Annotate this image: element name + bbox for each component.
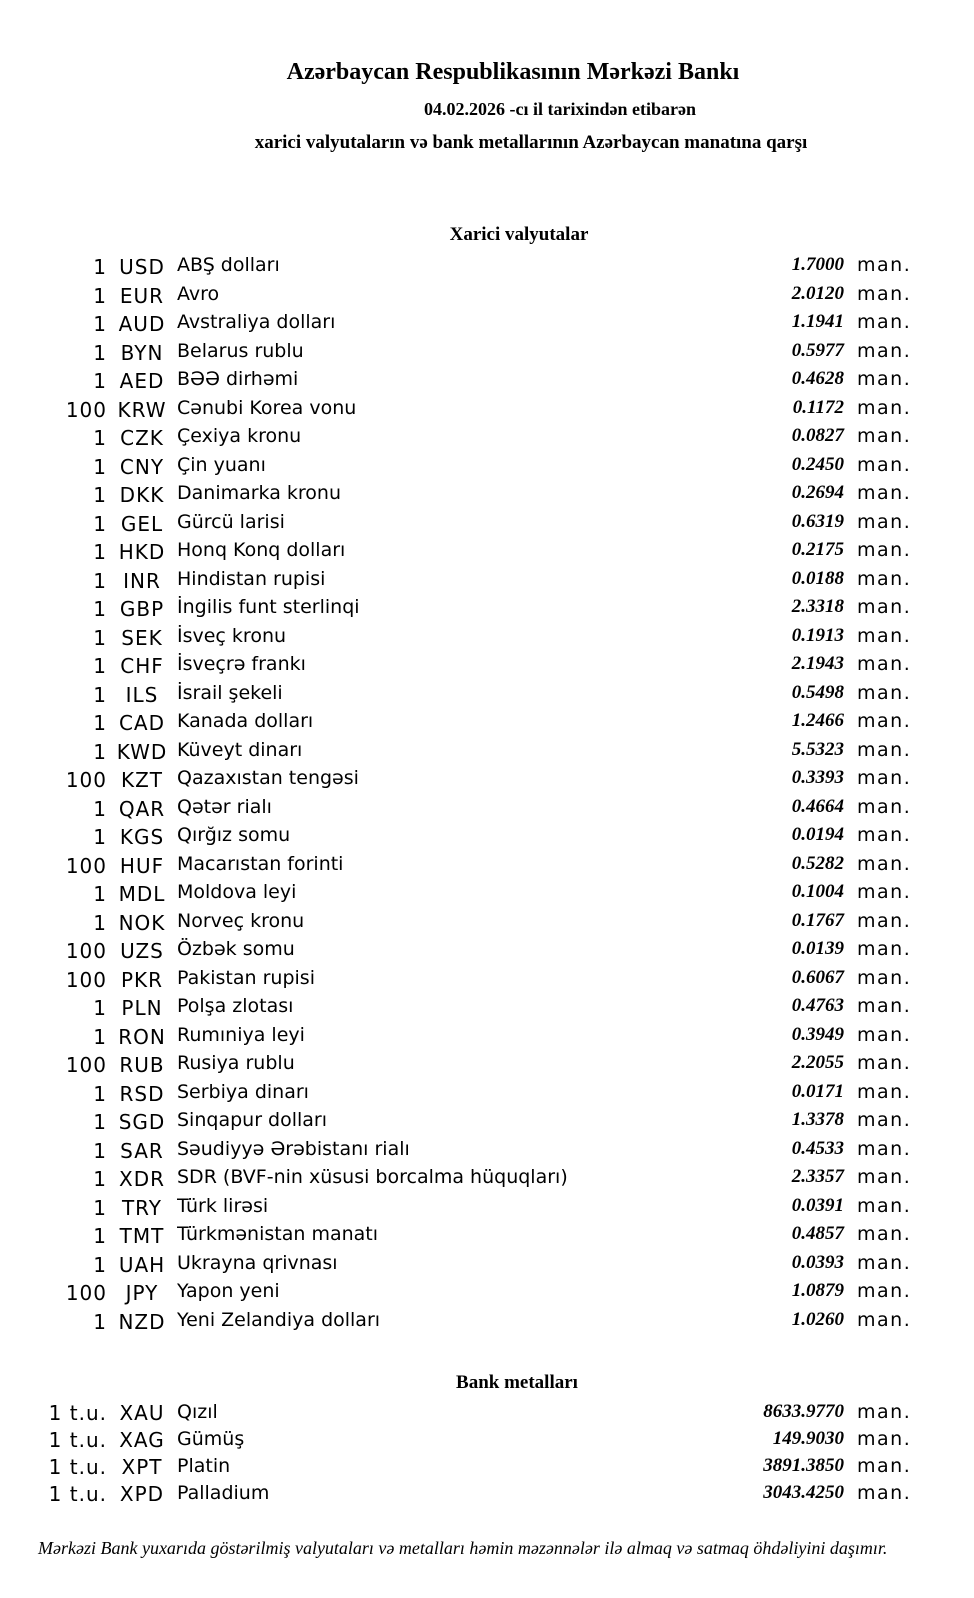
table-row <box>0 1426 974 1453</box>
table-row <box>0 766 974 795</box>
rate-unit-cell: man. <box>857 767 912 790</box>
rate-unit-cell: man. <box>857 795 912 818</box>
rate-unit-cell: man. <box>857 824 912 847</box>
metal-name-cell: Qızıl <box>177 1400 218 1423</box>
table-row <box>0 709 974 738</box>
rate-value-cell: 0.4763 <box>791 995 844 1017</box>
currency-code-cell: AUD <box>118 312 166 337</box>
currency-name-cell: Özbək somu <box>177 938 295 961</box>
currency-code-cell: TRY <box>121 1195 163 1220</box>
table-row <box>0 424 974 453</box>
quantity-cell: 100 <box>65 939 107 964</box>
currency-name-cell: Avro <box>177 282 220 305</box>
currency-name-cell: BƏƏ dirhəmi <box>177 368 299 391</box>
table-row <box>0 795 974 824</box>
quantity-cell: 100 <box>65 1281 107 1306</box>
currency-code-cell: MDL <box>118 882 166 907</box>
currency-name-cell: Qırğız somu <box>177 824 291 847</box>
currency-name-cell: Qazaxıstan tengəsi <box>177 767 359 790</box>
currency-code-cell: PLN <box>121 996 163 1021</box>
currency-code-cell: HUF <box>119 853 165 878</box>
table-row <box>0 481 974 510</box>
rate-value-cell: 1.1941 <box>791 311 844 333</box>
rate-value-cell: 2.3318 <box>791 596 844 618</box>
rate-value-cell: 2.3357 <box>791 1166 844 1188</box>
rate-unit-cell: man. <box>857 1427 912 1450</box>
table-row <box>0 624 974 653</box>
currency-code-cell: KWD <box>116 739 168 764</box>
currency-name-cell: Gürcü larisi <box>177 510 285 533</box>
currency-name-cell: Yeni Zelandiya dolları <box>177 1308 381 1331</box>
quantity-cell: 1 <box>93 654 107 679</box>
table-row <box>0 966 974 995</box>
currency-code-cell: SAR <box>120 1138 164 1163</box>
currency-name-cell: Qətər rialı <box>177 795 272 818</box>
rate-unit-cell: man. <box>857 938 912 961</box>
currency-code-cell: HKD <box>118 540 166 565</box>
rate-unit-cell: man. <box>857 282 912 305</box>
quantity-cell: 1 <box>93 1224 107 1249</box>
quantity-cell: 1 <box>93 825 107 850</box>
table-row <box>0 1222 974 1251</box>
subject-line: xarici valyutaların və bank metallarının Azərbaycan manatına qarşı <box>254 132 808 153</box>
quantity-cell: 1 <box>93 369 107 394</box>
table-row <box>0 595 974 624</box>
currency-name-cell: Belarus rublu <box>177 339 304 362</box>
metal-name-cell: Platin <box>177 1454 231 1477</box>
quantity-cell: 1 <box>93 1167 107 1192</box>
rate-value-cell: 0.0188 <box>791 567 844 589</box>
quantity-cell: 100 <box>65 397 107 422</box>
table-row <box>0 823 974 852</box>
rate-value-cell: 1.2466 <box>791 710 844 732</box>
rate-unit-cell: man. <box>857 1481 912 1504</box>
currency-name-cell: Ukrayna qrivnası <box>177 1251 338 1274</box>
currency-code-cell: NZD <box>118 1309 166 1334</box>
currency-name-cell: SDR (BVF-nin xüsusi borcalma hüquqları) <box>177 1166 568 1189</box>
table-row <box>0 310 974 339</box>
currency-name-cell: Kanada dolları <box>177 710 314 733</box>
currency-code-cell: XDR <box>119 1167 165 1192</box>
table-row <box>0 339 974 368</box>
rate-unit-cell: man. <box>857 1280 912 1303</box>
metal-name-cell: Palladium <box>177 1481 270 1504</box>
rate-value-cell: 0.5977 <box>791 339 844 361</box>
rate-value-cell: 0.3949 <box>791 1023 844 1045</box>
quantity-cell: 1 t.u. <box>48 1454 107 1479</box>
rate-value-cell: 0.6067 <box>791 966 844 988</box>
currency-name-cell: Çexiya kronu <box>177 425 302 448</box>
currency-code-cell: JPY <box>125 1281 159 1306</box>
rate-value-cell: 0.0139 <box>791 938 844 960</box>
currency-code-cell: UAH <box>118 1252 166 1277</box>
rate-unit-cell: man. <box>857 966 912 989</box>
quantity-cell: 1 <box>93 1110 107 1135</box>
rate-value-cell: 0.6319 <box>791 510 844 532</box>
rate-unit-cell: man. <box>857 995 912 1018</box>
currency-code-cell: CHF <box>120 654 164 679</box>
currency-code-cell: ILS <box>125 682 159 707</box>
quantity-cell: 1 <box>93 711 107 736</box>
currency-name-cell: Yapon yeni <box>177 1280 280 1303</box>
currency-code-cell: CZK <box>120 426 164 451</box>
effective-date-line: 04.02.2026 -cı il tarixindən etibarən <box>424 99 696 119</box>
quantity-cell: 1 <box>93 540 107 565</box>
currency-name-cell: Danimarka kronu <box>177 482 342 505</box>
quantity-cell: 1 <box>93 1252 107 1277</box>
metal-name-cell: Gümüş <box>177 1427 245 1450</box>
currency-name-cell: Sinqapur dolları <box>177 1109 328 1132</box>
currency-name-cell: Moldova leyi <box>177 881 297 904</box>
rate-value-cell: 0.0827 <box>791 425 844 447</box>
rate-unit-cell: man. <box>857 738 912 761</box>
currency-name-cell: Serbiya dinarı <box>177 1080 309 1103</box>
table-row <box>0 1051 974 1080</box>
rate-unit-cell: man. <box>857 425 912 448</box>
disclaimer-text: Mərkəzi Bank yuxarıda göstərilmiş valyutaları və metalları həmin məzənnələr ilə almaq və satmaq öhdəliyini daşımır. <box>38 1538 888 1558</box>
table-row <box>0 367 974 396</box>
quantity-cell: 1 <box>93 568 107 593</box>
currency-code-cell: SEK <box>121 625 163 650</box>
rate-value-cell: 0.1767 <box>791 909 844 931</box>
rate-unit-cell: man. <box>857 1166 912 1189</box>
quantity-cell: 1 <box>93 1138 107 1163</box>
currency-code-cell: BYN <box>120 340 164 365</box>
quantity-cell: 1 <box>93 739 107 764</box>
currency-code-cell: NOK <box>118 910 166 935</box>
rate-value-cell: 149.9030 <box>772 1427 844 1449</box>
currency-code-cell: SGD <box>118 1110 166 1135</box>
rate-unit-cell: man. <box>857 710 912 733</box>
rate-value-cell: 0.5498 <box>791 681 844 703</box>
rate-unit-cell: man. <box>857 909 912 932</box>
rate-value-cell: 2.0120 <box>791 282 844 304</box>
rate-unit-cell: man. <box>857 1109 912 1132</box>
table-row <box>0 852 974 881</box>
rate-value-cell: 0.0391 <box>791 1194 844 1216</box>
rate-unit-cell: man. <box>857 311 912 334</box>
currency-name-cell: İsveç kronu <box>177 624 287 647</box>
rate-value-cell: 0.1913 <box>791 624 844 646</box>
table-row <box>0 1279 974 1308</box>
rate-unit-cell: man. <box>857 368 912 391</box>
rate-value-cell: 0.2175 <box>791 539 844 561</box>
rate-unit-cell: man. <box>857 539 912 562</box>
rate-unit-cell: man. <box>857 1251 912 1274</box>
rate-value-cell: 0.2694 <box>791 482 844 504</box>
quantity-cell: 1 <box>93 996 107 1021</box>
table-row <box>0 937 974 966</box>
currency-code-cell: KZT <box>120 768 164 793</box>
currency-name-cell: Rusiya rublu <box>177 1052 295 1075</box>
metal-code-cell: XPD <box>119 1481 165 1506</box>
currency-name-cell: Avstraliya dolları <box>177 311 336 334</box>
quantity-cell: 1 <box>93 454 107 479</box>
rate-unit-cell: man. <box>857 624 912 647</box>
quantity-cell: 1 <box>93 796 107 821</box>
table-row <box>0 510 974 539</box>
rate-unit-cell: man. <box>857 1454 912 1477</box>
rate-value-cell: 3891.3850 <box>763 1454 844 1476</box>
table-row <box>0 1165 974 1194</box>
rate-value-cell: 3043.4250 <box>763 1481 844 1503</box>
table-row <box>0 1308 974 1337</box>
table-row <box>0 1137 974 1166</box>
rate-value-cell: 5.5323 <box>791 738 844 760</box>
currency-name-cell: İngilis funt sterlinqi <box>177 596 360 619</box>
quantity-cell: 100 <box>65 768 107 793</box>
currency-name-cell: Səudiyyə Ərəbistanı rialı <box>177 1137 410 1160</box>
rate-value-cell: 0.4664 <box>791 795 844 817</box>
rate-unit-cell: man. <box>857 1223 912 1246</box>
currency-code-cell: TMT <box>119 1224 165 1249</box>
rate-value-cell: 8633.9770 <box>763 1400 844 1422</box>
currency-code-cell: DKK <box>119 483 165 508</box>
currencies-table <box>0 253 974 1336</box>
currency-name-cell: Cənubi Korea vonu <box>177 396 357 419</box>
table-row <box>0 253 974 282</box>
table-row <box>0 453 974 482</box>
table-row <box>0 652 974 681</box>
quantity-cell: 1 <box>93 1195 107 1220</box>
rate-unit-cell: man. <box>857 1137 912 1160</box>
currency-name-cell: İsrail şekeli <box>177 681 283 704</box>
metals-section-title: Bank metalları <box>456 1372 578 1393</box>
table-row <box>0 1023 974 1052</box>
rate-value-cell: 0.2450 <box>791 453 844 475</box>
rate-value-cell: 0.4533 <box>791 1137 844 1159</box>
metal-code-cell: XAU <box>119 1400 165 1425</box>
quantity-cell: 1 <box>93 283 107 308</box>
table-row <box>0 567 974 596</box>
table-row <box>0 909 974 938</box>
rate-unit-cell: man. <box>857 681 912 704</box>
rate-unit-cell: man. <box>857 396 912 419</box>
currency-code-cell: GBP <box>119 597 165 622</box>
rate-value-cell: 0.0171 <box>791 1080 844 1102</box>
rate-unit-cell: man. <box>857 881 912 904</box>
rate-value-cell: 0.1004 <box>791 881 844 903</box>
rate-unit-cell: man. <box>857 1194 912 1217</box>
table-row <box>0 738 974 767</box>
table-row <box>0 282 974 311</box>
rate-value-cell: 0.0194 <box>791 824 844 846</box>
rate-value-cell: 2.1943 <box>791 653 844 675</box>
quantity-cell: 1 t.u. <box>48 1481 107 1506</box>
quantity-cell: 1 <box>93 882 107 907</box>
currencies-section-title: Xarici valyutalar <box>449 224 589 245</box>
currency-code-cell: INR <box>123 568 161 593</box>
currency-code-cell: CAD <box>118 711 166 736</box>
rate-unit-cell: man. <box>857 339 912 362</box>
quantity-cell: 1 <box>93 340 107 365</box>
bank-title: Azərbaycan Respublikasının Mərkəzi Bankı <box>286 59 740 85</box>
currency-code-cell: EUR <box>119 283 165 308</box>
currency-name-cell: Pakistan rupisi <box>177 966 315 989</box>
rate-value-cell: 1.0260 <box>791 1308 844 1330</box>
rate-value-cell: 1.3378 <box>791 1109 844 1131</box>
currency-name-cell: İsveçrə frankı <box>177 653 306 676</box>
currency-name-cell: Polşa zlotası <box>177 995 294 1018</box>
currency-name-cell: Hindistan rupisi <box>177 567 326 590</box>
currency-name-cell: Rumıniya leyi <box>177 1023 305 1046</box>
table-row <box>0 1399 974 1426</box>
quantity-cell: 100 <box>65 967 107 992</box>
table-row <box>0 1480 974 1507</box>
currency-code-cell: AED <box>119 369 165 394</box>
rate-value-cell: 0.3393 <box>791 767 844 789</box>
rate-unit-cell: man. <box>857 1080 912 1103</box>
table-row <box>0 1080 974 1109</box>
currency-name-cell: ABŞ dolları <box>177 254 280 277</box>
quantity-cell: 100 <box>65 1053 107 1078</box>
currency-code-cell: RSD <box>119 1081 165 1106</box>
quantity-cell: 1 <box>93 312 107 337</box>
quantity-cell: 1 <box>93 1081 107 1106</box>
table-row <box>0 538 974 567</box>
currency-code-cell: UZS <box>120 939 164 964</box>
rate-value-cell: 1.0879 <box>791 1280 844 1302</box>
currency-code-cell: USD <box>119 255 165 280</box>
quantity-cell: 1 <box>93 426 107 451</box>
table-row <box>0 1251 974 1280</box>
quantity-cell: 1 <box>93 1309 107 1334</box>
rate-unit-cell: man. <box>857 1308 912 1331</box>
currency-code-cell: QAR <box>118 796 166 821</box>
rate-unit-cell: man. <box>857 567 912 590</box>
quantity-cell: 1 t.u. <box>48 1400 107 1425</box>
currency-name-cell: Türk lirəsi <box>177 1194 269 1217</box>
currency-name-cell: Macarıstan forinti <box>177 852 344 875</box>
table-row <box>0 681 974 710</box>
rate-unit-cell: man. <box>857 482 912 505</box>
table-row <box>0 1194 974 1223</box>
quantity-cell: 1 <box>93 910 107 935</box>
rate-unit-cell: man. <box>857 1400 912 1423</box>
rate-value-cell: 2.2055 <box>791 1052 844 1074</box>
table-row <box>0 396 974 425</box>
currency-name-cell: Norveç kronu <box>177 909 305 932</box>
quantity-cell: 1 <box>93 255 107 280</box>
rate-unit-cell: man. <box>857 1052 912 1075</box>
currency-code-cell: CNY <box>119 454 165 479</box>
table-row <box>0 1108 974 1137</box>
quantity-cell: 1 <box>93 483 107 508</box>
quantity-cell: 1 <box>93 1024 107 1049</box>
table-row <box>0 1453 974 1480</box>
quantity-cell: 1 t.u. <box>48 1427 107 1452</box>
rate-value-cell: 0.4857 <box>791 1223 844 1245</box>
currency-code-cell: GEL <box>120 511 164 536</box>
rate-unit-cell: man. <box>857 852 912 875</box>
currency-code-cell: KGS <box>119 825 165 850</box>
quantity-cell: 1 <box>93 682 107 707</box>
currency-code-cell: RUB <box>119 1053 165 1078</box>
currency-code-cell: RON <box>118 1024 166 1049</box>
currency-name-cell: Küveyt dinarı <box>177 738 303 761</box>
rate-unit-cell: man. <box>857 653 912 676</box>
rate-unit-cell: man. <box>857 1023 912 1046</box>
metal-code-cell: XAG <box>119 1427 165 1452</box>
quantity-cell: 1 <box>93 511 107 536</box>
rate-unit-cell: man. <box>857 254 912 277</box>
metals-table <box>0 1399 974 1507</box>
currency-name-cell: Türkmənistan manatı <box>177 1223 379 1246</box>
currency-code-cell: KRW <box>117 397 167 422</box>
quantity-cell: 1 <box>93 597 107 622</box>
currency-code-cell: PKR <box>120 967 164 992</box>
rate-value-cell: 0.1172 <box>792 396 844 418</box>
rate-value-cell: 0.5282 <box>791 852 844 874</box>
rate-unit-cell: man. <box>857 510 912 533</box>
currency-name-cell: Çin yuanı <box>177 453 266 476</box>
table-row <box>0 994 974 1023</box>
rate-unit-cell: man. <box>857 453 912 476</box>
currency-name-cell: Honq Konq dolları <box>177 539 346 562</box>
rate-value-cell: 0.0393 <box>791 1251 844 1273</box>
metal-code-cell: XPT <box>121 1454 163 1479</box>
quantity-cell: 1 <box>93 625 107 650</box>
rate-value-cell: 1.7000 <box>791 254 844 276</box>
rate-unit-cell: man. <box>857 596 912 619</box>
quantity-cell: 100 <box>65 853 107 878</box>
rate-value-cell: 0.4628 <box>791 368 844 390</box>
table-row <box>0 880 974 909</box>
